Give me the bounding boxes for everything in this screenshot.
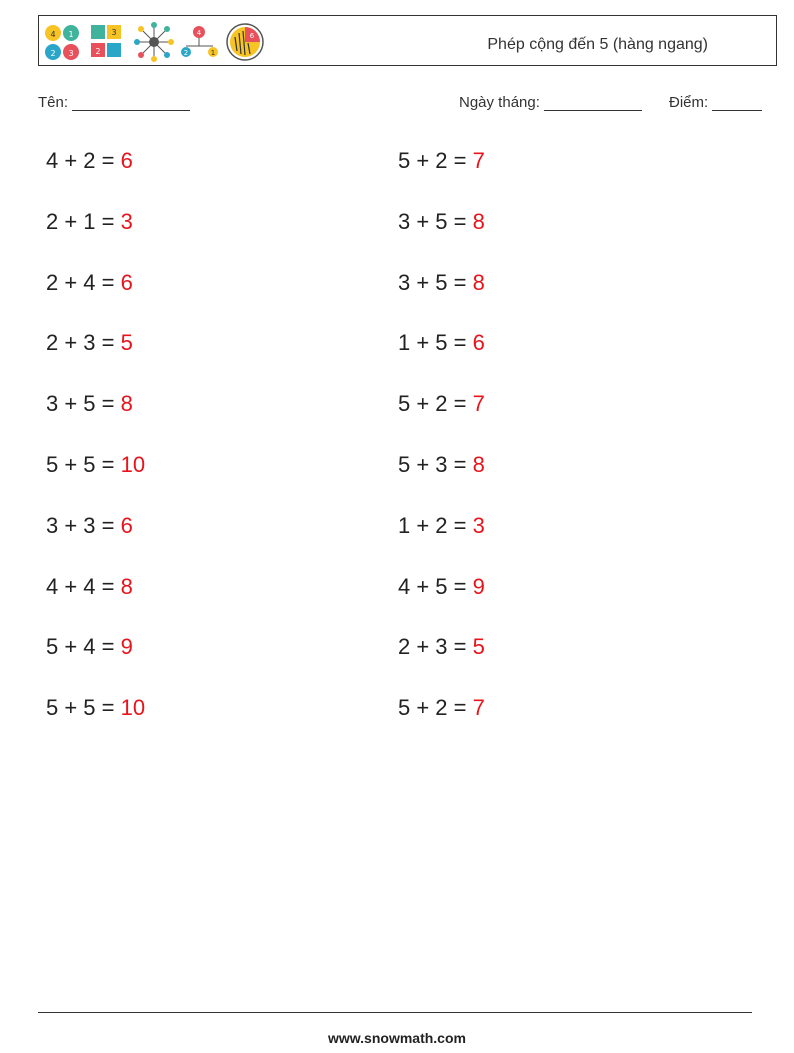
name-field[interactable] (38, 94, 190, 111)
date-field[interactable] (459, 94, 642, 111)
problem-row (46, 634, 133, 660)
problem-answer: 8 (120, 573, 133, 599)
problem-row (398, 452, 485, 478)
problem-question: 4 + 4 = (46, 573, 115, 599)
score-label: Điểm: (669, 94, 709, 111)
problem-row (46, 330, 133, 356)
problem-answer: 10 (120, 695, 146, 721)
problem-question: 2 + 3 = (398, 634, 467, 660)
problem-answer: 6 (472, 330, 485, 356)
problem-question: 2 + 1 = (46, 208, 115, 234)
problem-answer: 5 (472, 634, 485, 660)
problem-row (46, 148, 133, 174)
problem-answer: 9 (472, 573, 485, 599)
problem-question: 2 + 4 = (46, 269, 115, 295)
problem-row (398, 634, 485, 660)
math-logo-icon (41, 19, 266, 64)
problem-row (46, 574, 133, 600)
problem-question: 5 + 2 = (398, 148, 467, 173)
name-line[interactable] (72, 94, 190, 111)
problem-question: 3 + 5 = (46, 391, 115, 417)
logo-badge-text: 4 (50, 30, 56, 39)
logo-badge-text: 2 (183, 49, 189, 57)
worksheet-header (38, 15, 777, 66)
problem-question: 1 + 5 = (398, 330, 467, 356)
problem-row (46, 270, 133, 296)
problem-row (46, 209, 133, 235)
problem-question: 5 + 5 = (46, 452, 115, 477)
problem-question: 4 + 2 = (46, 148, 115, 173)
problem-question: 3 + 3 = (46, 512, 115, 538)
problem-answer: 3 (472, 512, 485, 538)
date-label: Ngày tháng: (459, 94, 540, 111)
problem-answer: 8 (472, 269, 485, 295)
problem-row (398, 209, 485, 235)
problem-row (46, 513, 133, 539)
score-field[interactable] (669, 94, 762, 111)
problem-answer: 8 (472, 208, 485, 234)
problem-question: 5 + 3 = (398, 452, 467, 477)
problem-row (398, 574, 485, 600)
logo-badge-text: 1 (68, 30, 74, 39)
worksheet-title: Phép cộng đến 5 (hàng ngang) (487, 36, 708, 53)
problem-question: 1 + 2 = (398, 512, 467, 538)
logo-badge-text: 4 (196, 29, 202, 37)
problem-question: 5 + 4 = (46, 634, 115, 660)
problem-row (46, 452, 145, 478)
problem-answer: 9 (120, 634, 133, 660)
problem-answer: 3 (120, 208, 133, 234)
problem-answer: 10 (120, 452, 146, 477)
problem-row (398, 391, 485, 417)
problem-row (398, 270, 485, 296)
problem-row (398, 695, 485, 721)
problem-question: 5 + 2 = (398, 391, 467, 417)
problem-answer: 7 (472, 391, 485, 417)
logo-badge-text: 1 (210, 49, 216, 57)
problem-answer: 7 (472, 695, 485, 721)
problem-question: 3 + 5 = (398, 208, 467, 234)
problem-answer: 6 (120, 512, 133, 538)
problem-answer: 7 (472, 148, 485, 173)
problem-question: 3 + 5 = (398, 269, 467, 295)
problem-answer: 8 (120, 391, 133, 417)
problem-question: 2 + 3 = (46, 330, 115, 356)
problem-answer: 5 (120, 330, 133, 356)
footer-divider (38, 1012, 752, 1013)
problem-question: 5 + 2 = (398, 695, 467, 721)
problem-answer: 6 (120, 148, 133, 173)
problem-answer: 6 (120, 269, 133, 295)
footer-site: www.snowmath.com (328, 1030, 466, 1046)
score-line[interactable] (712, 94, 762, 111)
problem-answer: 8 (472, 452, 485, 477)
logo-badge-text: 2 (50, 49, 56, 58)
logo-badge-text: 6 (249, 32, 255, 40)
date-line[interactable] (544, 94, 642, 111)
problem-row (46, 695, 145, 721)
problem-question: 5 + 5 = (46, 695, 115, 721)
logo-badge-text: 3 (111, 28, 117, 37)
problem-row (398, 513, 485, 539)
problem-row (398, 148, 485, 174)
problem-row (398, 330, 485, 356)
problem-question: 4 + 5 = (398, 573, 467, 599)
name-label: Tên: (38, 94, 69, 111)
logo-badge-text: 2 (95, 47, 101, 56)
logo-badge-text: 3 (68, 49, 74, 58)
problem-row (46, 391, 133, 417)
